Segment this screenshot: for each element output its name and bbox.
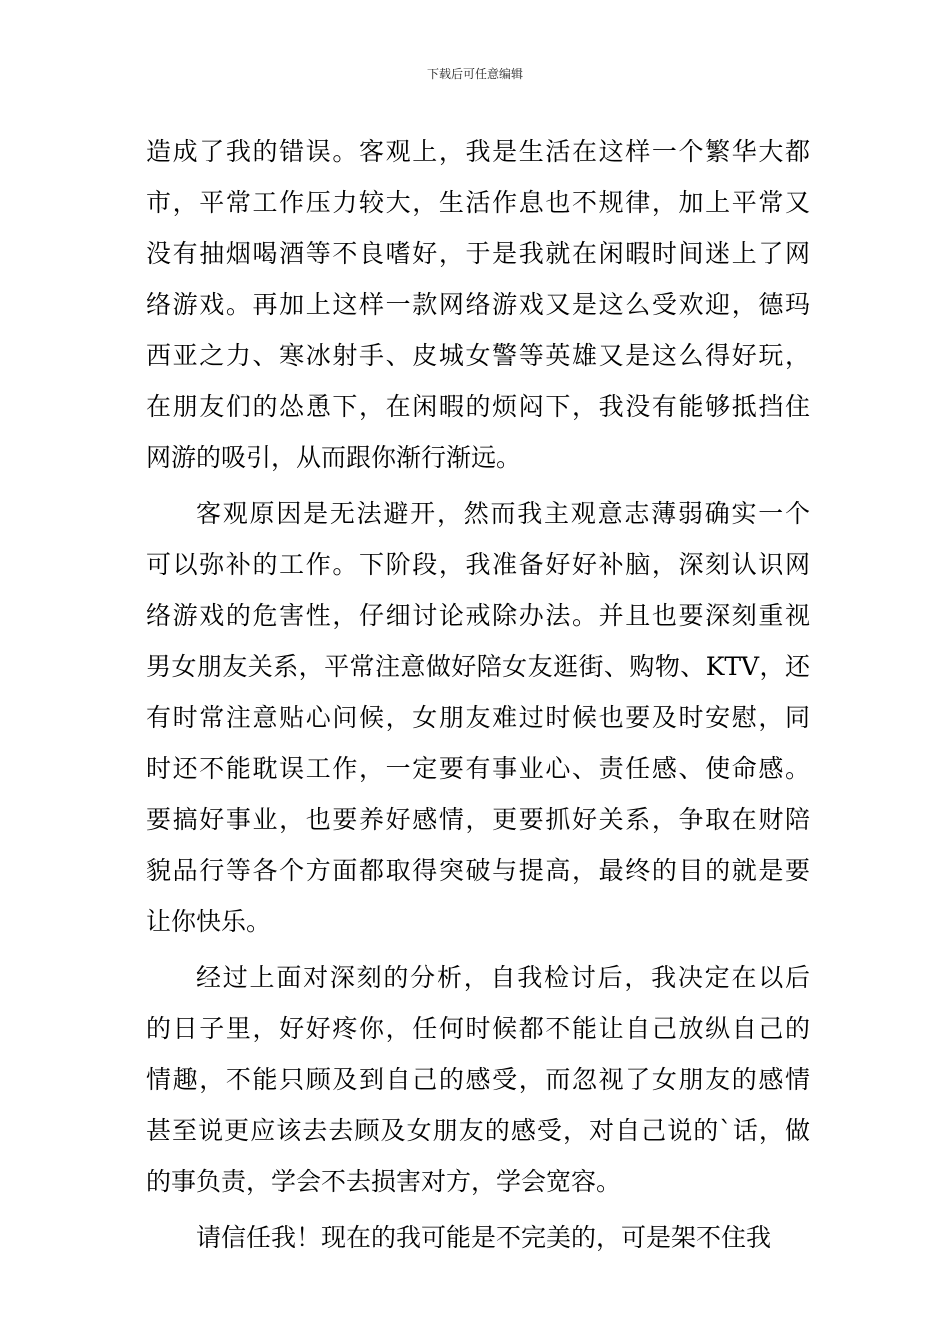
- text-line: 甚至说更应该去去顾及女朋友的感受，对自己说的`话，做: [146, 1116, 810, 1145]
- page-header: 下载后可任意编辑: [426, 67, 523, 81]
- text-line: 西亚之力、寒冰射手、皮城女警等英雄又是这么得好玩，: [146, 341, 810, 370]
- text-line: 情趣，不能只顾及到自己的感受，而忽视了女朋友的感情: [146, 1065, 810, 1094]
- text-line: 客观原因是无法避开，然而我主观意志薄弱确实一个: [196, 499, 810, 528]
- text-line: 市，平常工作压力较大，生活作息也不规律，加上平常又: [146, 188, 810, 217]
- text-line: 造成了我的错误。客观上，我是生活在这样一个繁华大都: [146, 137, 810, 166]
- paragraph-3: [146, 952, 810, 1207]
- document-body: [146, 126, 810, 1263]
- text-line: 男女朋友关系，平常注意做好陪女友逛街、购物、KTV，还: [146, 652, 810, 681]
- text-line: 可以弥补的工作。下阶段，我准备好好补脑，深刻认识网: [146, 550, 810, 579]
- text-line: 络游戏的危害性，仔细讨论戒除办法。并且也要深刻重视: [146, 601, 810, 630]
- text-line: 请信任我！现在的我可能是不完美的，可是架不住我: [196, 1223, 772, 1252]
- text-line: 让你快乐。: [146, 907, 272, 936]
- text-line: 经过上面对深刻的分析，自我检讨后，我决定在以后: [196, 963, 810, 992]
- text-line: 貌品行等各个方面都取得突破与提高，最终的目的就是要: [146, 856, 810, 885]
- text-line: 要搞好事业，也要养好感情，更要抓好关系，争取在财陪: [146, 805, 810, 834]
- text-line: 的日子里，好好疼你，任何时候都不能让自己放纵自己的: [146, 1014, 810, 1043]
- text-line: 时还不能耽误工作，一定要有事业心、责任感、使命感。: [146, 754, 810, 783]
- text-line: 在朋友们的怂恿下，在闲暇的烦闷下，我没有能够抵挡住: [146, 392, 810, 421]
- text-line: 网游的吸引，从而跟你渐行渐远。: [146, 443, 522, 472]
- paragraph-2: [146, 488, 810, 947]
- text-line: 的事负责，学会不去损害对方，学会宽容。: [146, 1167, 622, 1196]
- paragraph-1: [146, 126, 810, 483]
- paragraph-4: [146, 1212, 810, 1263]
- text-line: 络游戏。再加上这样一款网络游戏又是这么受欢迎，德玛: [146, 290, 810, 319]
- text-line: 有时常注意贴心问候，女朋友难过时候也要及时安慰，同: [146, 703, 810, 732]
- text-line: 没有抽烟喝酒等不良嗜好，于是我就在闲暇时间迷上了网: [146, 239, 810, 268]
